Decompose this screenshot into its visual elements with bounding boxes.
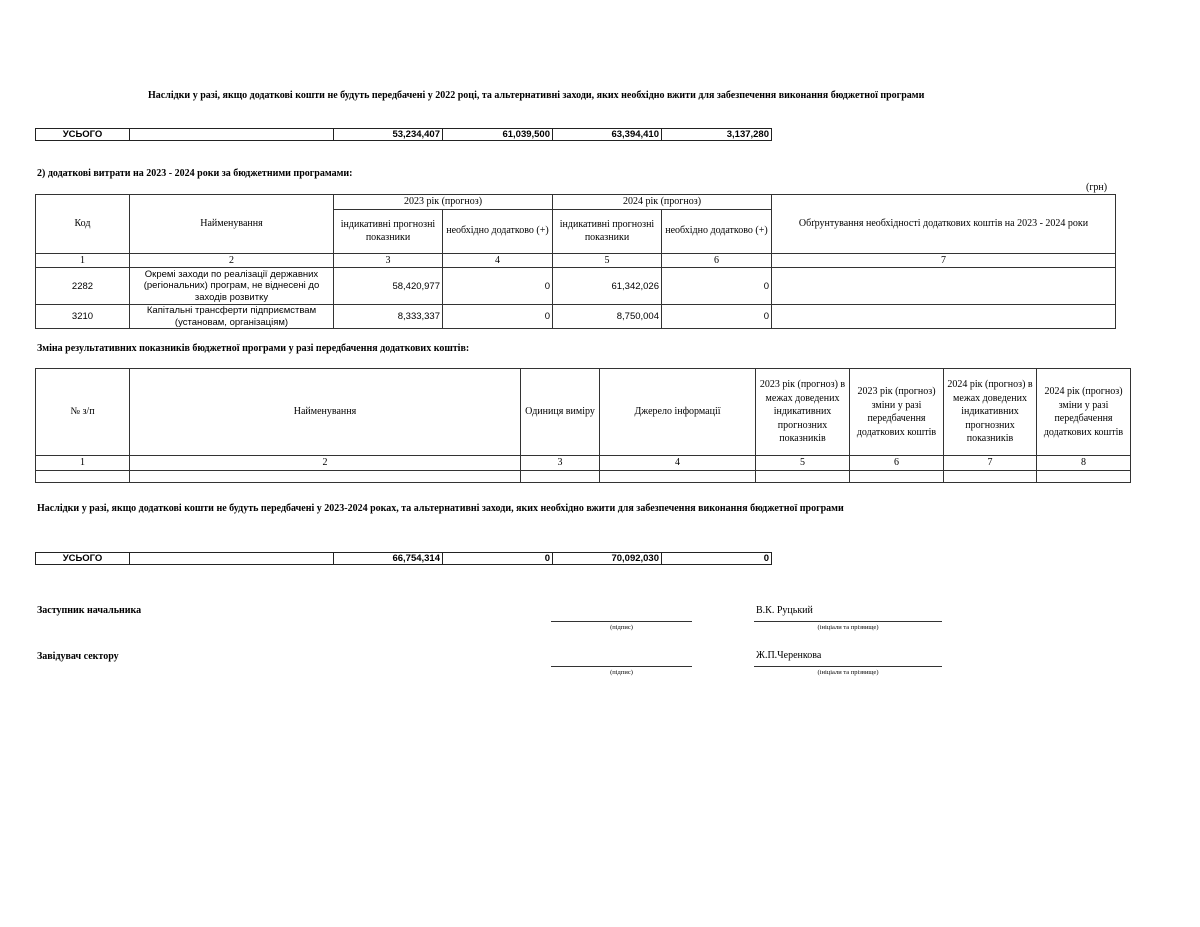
row-additional-2024: 0 (662, 305, 772, 329)
row-indicative-2023: 58,420,977 (334, 268, 443, 305)
row-additional-2023: 0 (443, 268, 553, 305)
header-year-2024: 2024 рік (прогноз) (553, 195, 772, 210)
header-2023-indicative: 2023 рік (прогноз) в межах доведених індикативних прогнозних показників (756, 369, 850, 456)
header-unit: Одиниця виміру (521, 369, 600, 456)
column-number-row (36, 456, 1131, 471)
indicators-table (35, 368, 1131, 483)
row-indicative-2024: 61,342,026 (553, 268, 662, 305)
row-code: 2282 (36, 268, 130, 305)
column-number: 4 (443, 253, 553, 268)
name-caption: (ініціали та прізвище) (817, 669, 879, 676)
header-source: Джерело інформації (600, 369, 756, 456)
name-line (754, 621, 942, 622)
expenses-section-title: 2) додаткові витрати на 2023 - 2024 роки за бюджетними програмами: (37, 168, 353, 179)
total-2022-table (35, 128, 772, 141)
row-indicative-2024: 8,750,004 (553, 305, 662, 329)
indicators-header-row (36, 369, 1131, 456)
column-number: 6 (850, 456, 944, 471)
total-value: 63,394,410 (553, 129, 662, 141)
header-2024-changes: 2024 рік (прогноз) зміни у разі передбачення додаткових коштів (1037, 369, 1131, 456)
column-number: 7 (772, 253, 1116, 268)
empty-cell (756, 470, 850, 482)
table-row (36, 305, 1116, 329)
column-number: 8 (1037, 456, 1131, 471)
row-justification (772, 268, 1116, 305)
total-name (130, 129, 334, 141)
name-caption: (ініціали та прізвище) (817, 624, 879, 631)
total-row (36, 553, 772, 565)
header-2023-changes: 2023 рік (прогноз) зміни у разі передбачення додаткових коштів (850, 369, 944, 456)
total-value: 0 (662, 553, 772, 565)
column-number: 2 (130, 456, 521, 471)
column-number: 3 (521, 456, 600, 471)
header-number: № з/п (36, 369, 130, 456)
header-code: Код (36, 195, 130, 254)
indicators-section-title: Зміна результативних показників бюджетної програми у разі передбачення додаткових коштів: (37, 343, 470, 354)
header-name: Найменування (130, 369, 521, 456)
empty-cell (944, 470, 1037, 482)
signer-name: В.К. Руцький (756, 605, 813, 616)
empty-cell (36, 470, 130, 482)
column-number: 1 (36, 253, 130, 268)
header-year-2023: 2023 рік (прогноз) (334, 195, 553, 210)
empty-cell (1037, 470, 1131, 482)
column-number: 2 (130, 253, 334, 268)
expenses-table (35, 194, 1116, 329)
column-number: 3 (334, 253, 443, 268)
header-name: Найменування (130, 195, 334, 254)
signature-line[interactable] (551, 621, 692, 622)
total-2023-2024-table (35, 552, 772, 565)
header-additional-2024: необхідно додатково (+) (662, 209, 772, 253)
signer-name: Ж.П.Черенкова (756, 650, 822, 661)
total-value: 70,092,030 (553, 553, 662, 565)
column-number: 5 (553, 253, 662, 268)
empty-cell (521, 470, 600, 482)
column-number: 7 (944, 456, 1037, 471)
column-number: 4 (600, 456, 756, 471)
total-label: УСЬОГО (36, 553, 130, 565)
signature-caption: (підпис) (610, 624, 633, 631)
column-number: 5 (756, 456, 850, 471)
header-indicative-2023: індикативні прогнозні показники (334, 209, 443, 253)
table-row (36, 470, 1131, 482)
header-justification: Обґрунтування необхідності додаткових коштів на 2023 - 2024 роки (772, 195, 1116, 254)
signer-position: Заступник начальника (37, 605, 142, 616)
total-value: 66,754,314 (334, 553, 443, 565)
total-value: 0 (443, 553, 553, 565)
signer-position: Завідувач сектору (37, 651, 119, 662)
total-name (130, 553, 334, 565)
section-2022-title: Наслідки у разі, якщо додаткові кошти не будуть передбачені у 2022 році, та альтернативні заходи, яких необхідно вжити для забезпечення виконання бюджетної програми (148, 90, 925, 101)
empty-cell (850, 470, 944, 482)
signature-caption: (підпис) (610, 669, 633, 676)
section-2023-2024-title: Наслідки у разі, якщо додаткові кошти не будуть передбачені у 2023-2024 роках, та альтернативні заходи, яких необхідно вжити для забезпечення виконання бюджетної програми (37, 503, 844, 514)
signature-line[interactable] (551, 666, 692, 667)
row-name: Капітальні трансферти підприємствам (установам, організаціям) (130, 305, 334, 329)
row-justification (772, 305, 1116, 329)
row-indicative-2023: 8,333,337 (334, 305, 443, 329)
name-line (754, 666, 942, 667)
table-row (36, 268, 1116, 305)
row-additional-2023: 0 (443, 305, 553, 329)
row-code: 3210 (36, 305, 130, 329)
header-indicative-2024: індикативні прогнозні показники (553, 209, 662, 253)
total-value: 53,234,407 (334, 129, 443, 141)
row-name: Окремі заходи по реалізації державних (регіональних) програм, не віднесені до заходів розвитку (130, 268, 334, 305)
total-value: 3,137,280 (662, 129, 772, 141)
total-value: 61,039,500 (443, 129, 553, 141)
column-number-row (36, 253, 1116, 268)
header-2024-indicative: 2024 рік (прогноз) в межах доведених індикативних прогнозних показників (944, 369, 1037, 456)
unit-label: (грн) (1086, 182, 1108, 193)
total-row (36, 129, 772, 141)
empty-cell (130, 470, 521, 482)
header-additional-2023: необхідно додатково (+) (443, 209, 553, 253)
column-number: 6 (662, 253, 772, 268)
empty-cell (600, 470, 756, 482)
column-number: 1 (36, 456, 130, 471)
row-additional-2024: 0 (662, 268, 772, 305)
total-label: УСЬОГО (36, 129, 130, 141)
